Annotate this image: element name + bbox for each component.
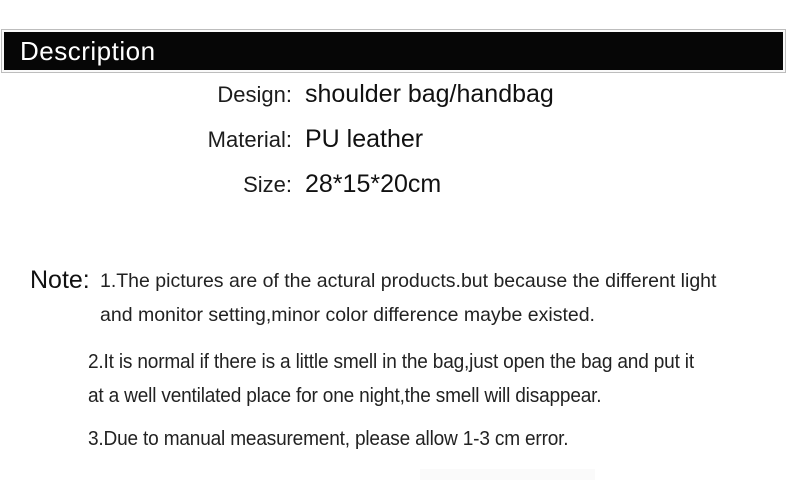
spec-list xyxy=(0,72,800,207)
description-title: Description xyxy=(20,35,156,66)
background-artifact xyxy=(420,469,595,480)
note-list xyxy=(88,264,793,456)
note-item-1-line-1: 1.The pictures are of the actural products.but because the different light xyxy=(100,270,717,292)
material-value: PU leather xyxy=(305,125,424,153)
design-value: shoulder bag/handbag xyxy=(305,80,554,108)
note-item-3-line-1: 3.Due to manual measurement, please allow 1-3 cm error. xyxy=(88,427,569,450)
note-label: Note: xyxy=(30,266,90,294)
description-header-bar xyxy=(4,32,783,70)
note-item-2-line-2: at a well ventilated place for one night,the smell will disappear. xyxy=(88,384,602,407)
spec-row-size xyxy=(0,162,800,207)
spec-row-material xyxy=(0,117,800,162)
design-label: Design: xyxy=(217,81,292,107)
material-label: Material: xyxy=(207,126,292,152)
size-label: Size: xyxy=(243,171,292,197)
spec-row-design xyxy=(0,72,800,117)
size-value: 28*15*20cm xyxy=(305,170,442,198)
note-item-1-line-2: and monitor setting,minor color difference maybe existed. xyxy=(100,304,595,326)
note-item-2-line-1: 2.It is normal if there is a little smell in the bag,just open the bag and put it xyxy=(88,350,694,373)
